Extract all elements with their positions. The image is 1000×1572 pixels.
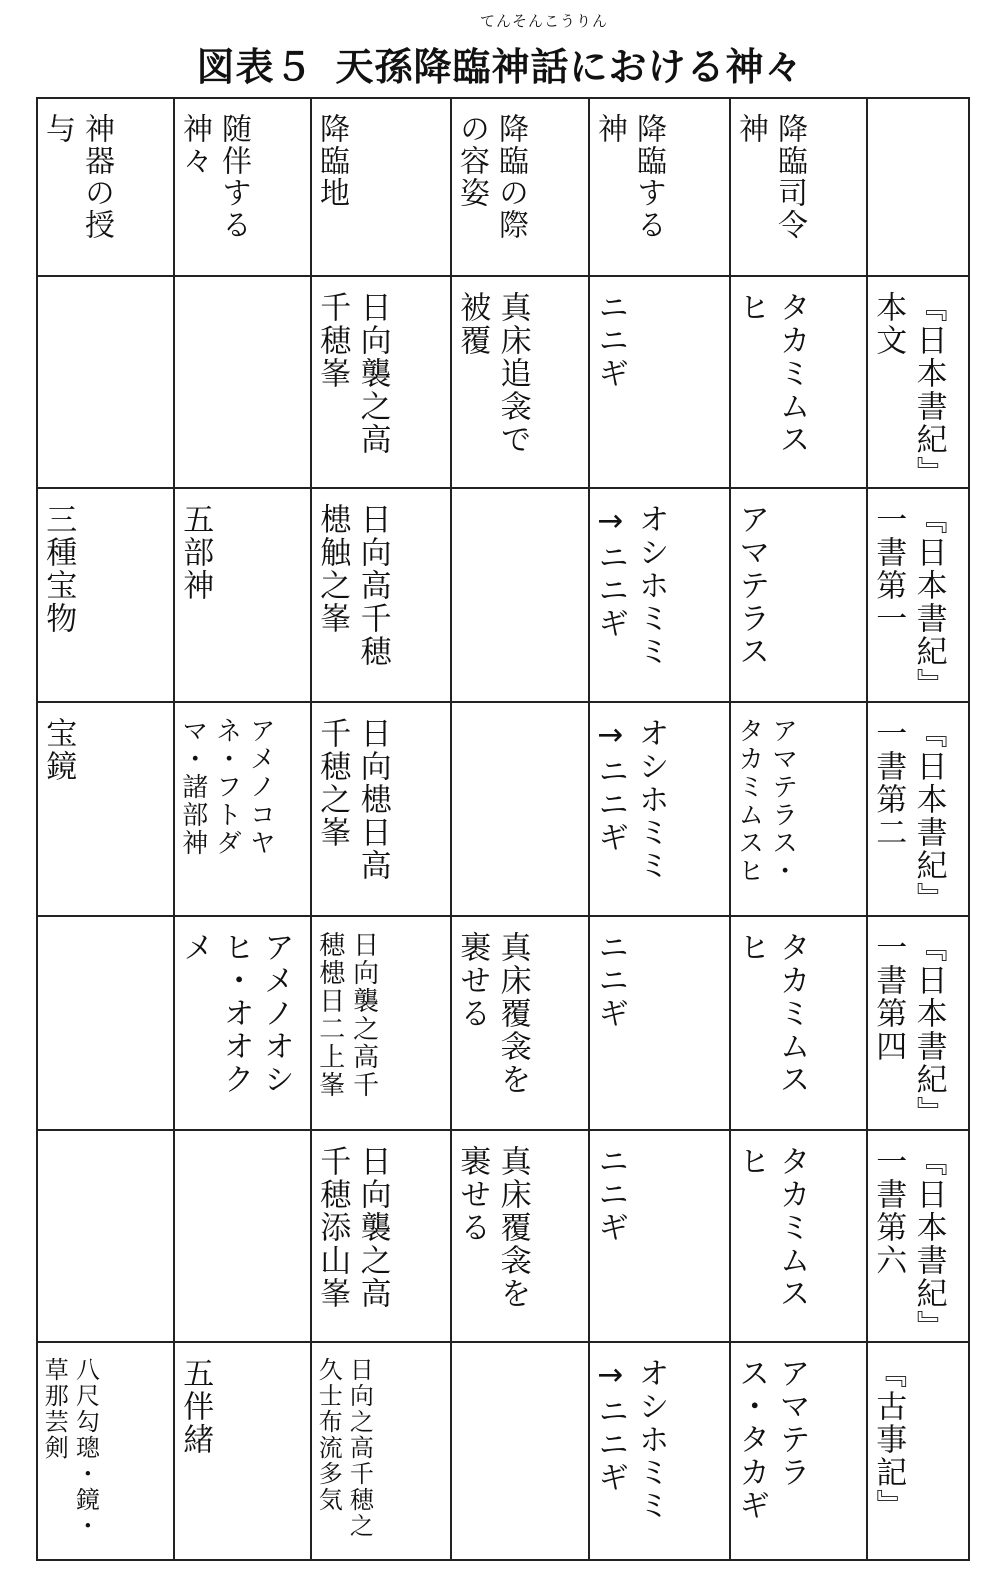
source-value: 『日本書紀』一書第二 xyxy=(870,717,947,900)
source-value: 『日本書紀』本文 xyxy=(870,291,947,474)
cell-appearance xyxy=(451,276,589,488)
header-regalia: 神器の授与 xyxy=(40,113,114,241)
appearance-value xyxy=(452,703,462,915)
cell-place xyxy=(311,702,451,916)
cell-regalia xyxy=(37,488,174,702)
place-value: 日向高千穂槵触之峯 xyxy=(314,503,391,668)
table-row xyxy=(37,488,969,702)
cell-descending-god xyxy=(589,276,730,488)
cell-source xyxy=(867,1130,969,1342)
header-cell-place xyxy=(311,98,451,276)
commander-value: アマテラス・タカギ xyxy=(733,1357,810,1522)
table-row xyxy=(37,1342,969,1560)
descending-god-value: オシホミミ→ニニギ xyxy=(592,503,669,668)
cell-descending-god xyxy=(589,702,730,916)
appearance-value xyxy=(452,1343,462,1559)
descending-god-value: ニニギ xyxy=(592,931,629,1030)
table-row xyxy=(37,276,969,488)
cell-attendants xyxy=(174,1342,311,1560)
commander-value: タカミムスヒ xyxy=(733,291,810,456)
cell-appearance xyxy=(451,488,589,702)
page-title xyxy=(0,36,1000,91)
appearance-value: 真床覆衾を裹せる xyxy=(454,1145,531,1310)
header-row xyxy=(37,98,969,276)
cell-attendants xyxy=(174,702,311,916)
regalia-value xyxy=(38,1131,48,1341)
header-cell-attendants xyxy=(174,98,311,276)
title-ruby: てんそんこうりん xyxy=(479,12,608,30)
cell-source xyxy=(867,702,969,916)
regalia-value: 三種宝物 xyxy=(40,503,77,635)
header-cell-appearance xyxy=(451,98,589,276)
cell-attendants xyxy=(174,1130,311,1342)
cell-regalia xyxy=(37,916,174,1130)
cell-place xyxy=(311,488,451,702)
attendants-value: アメノオシヒ・オオクメ xyxy=(177,931,294,1096)
cell-regalia xyxy=(37,1342,174,1560)
regalia-value: 宝鏡 xyxy=(40,717,77,783)
cell-regalia xyxy=(37,1130,174,1342)
header-cell-regalia xyxy=(37,98,174,276)
table-row xyxy=(37,916,969,1130)
figure-number: 図表５ xyxy=(196,45,314,89)
attendants-value: 五伴緒 xyxy=(177,1357,214,1456)
commander-value: アマテラス・タカミムスヒ xyxy=(733,717,798,885)
cell-source xyxy=(867,916,969,1130)
cell-attendants xyxy=(174,276,311,488)
header-place: 降臨地 xyxy=(314,113,349,209)
cell-commander xyxy=(730,276,867,488)
header-attendants: 随伴する神々 xyxy=(177,113,251,241)
source-value: 『古事記』 xyxy=(870,1357,907,1522)
header-appearance: 降臨の際の容姿 xyxy=(454,113,528,241)
cell-attendants xyxy=(174,916,311,1130)
place-value: 日向襲之高千穂添山峯 xyxy=(314,1145,391,1310)
source-value: 『日本書紀』一書第四 xyxy=(870,931,947,1114)
header-source xyxy=(868,99,886,275)
cell-appearance xyxy=(451,1130,589,1342)
cell-regalia xyxy=(37,276,174,488)
cell-regalia xyxy=(37,702,174,916)
place-value: 日向襲之高千穂槵日二上峯 xyxy=(314,931,379,1099)
descending-god-value: ニニギ xyxy=(592,1145,629,1244)
commander-value: タカミムスヒ xyxy=(733,1145,810,1310)
cell-commander xyxy=(730,1130,867,1342)
appearance-value xyxy=(452,489,462,701)
cell-descending-god xyxy=(589,916,730,1130)
title-text: 天孫降臨神話における神々 xyxy=(335,45,804,89)
cell-place xyxy=(311,1342,451,1560)
appearance-value: 真床追衾で被覆 xyxy=(454,291,531,456)
cell-commander xyxy=(730,702,867,916)
cell-source xyxy=(867,488,969,702)
table-row xyxy=(37,702,969,916)
descending-god-value: ニニギ xyxy=(592,291,629,390)
cell-place xyxy=(311,916,451,1130)
attendants-value: 五部神 xyxy=(177,503,214,602)
regalia-value xyxy=(38,277,48,487)
attendants-value xyxy=(175,1131,185,1341)
cell-place xyxy=(311,276,451,488)
cell-place xyxy=(311,1130,451,1342)
regalia-value xyxy=(38,917,48,1129)
header-cell-descending-god xyxy=(589,98,730,276)
cell-descending-god xyxy=(589,488,730,702)
place-value: 日向之高千穂之久士布流多気 xyxy=(314,1357,374,1539)
attendants-value xyxy=(175,277,185,487)
cell-descending-god xyxy=(589,1130,730,1342)
header-cell-source xyxy=(867,98,969,276)
commander-value: アマテラス xyxy=(733,503,770,668)
cell-commander xyxy=(730,1342,867,1560)
table-row xyxy=(37,1130,969,1342)
appearance-value: 真床覆衾を裹せる xyxy=(454,931,531,1096)
cell-attendants xyxy=(174,488,311,702)
commander-value: タカミムスヒ xyxy=(733,931,810,1096)
descending-god-value: オシホミミ→ニニギ xyxy=(592,1357,669,1522)
deity-table xyxy=(36,97,970,1561)
header-descending-god: 降臨する神 xyxy=(592,113,666,241)
descending-god-value: オシホミミ→ニニギ xyxy=(592,717,669,882)
cell-appearance xyxy=(451,1342,589,1560)
place-value: 日向襲之高千穂峯 xyxy=(314,291,391,456)
cell-source xyxy=(867,1342,969,1560)
cell-appearance xyxy=(451,916,589,1130)
header-cell-commander xyxy=(730,98,867,276)
attendants-value: アメノコヤネ・フトダマ・諸部神 xyxy=(177,717,276,857)
regalia-value: 八尺勾璁・鏡・草那芸剣 xyxy=(40,1357,100,1539)
cell-source xyxy=(867,276,969,488)
header-commander: 降臨司令神 xyxy=(733,113,807,241)
cell-appearance xyxy=(451,702,589,916)
place-value: 日向槵日高千穂之峯 xyxy=(314,717,391,882)
source-value: 『日本書紀』一書第一 xyxy=(870,503,947,686)
cell-commander xyxy=(730,916,867,1130)
cell-descending-god xyxy=(589,1342,730,1560)
source-value: 『日本書紀』一書第六 xyxy=(870,1145,947,1328)
cell-commander xyxy=(730,488,867,702)
